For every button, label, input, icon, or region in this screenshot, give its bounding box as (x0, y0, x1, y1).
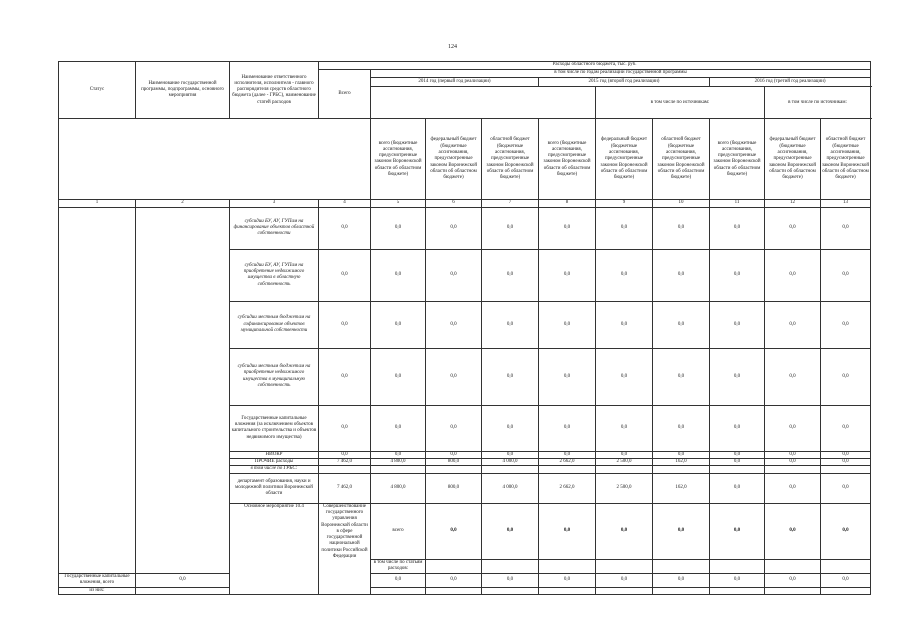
value-cell: 0,0 (426, 451, 482, 458)
value-cell: 0,0 (596, 573, 653, 587)
value-cell: 0,0 (426, 249, 482, 301)
value-cell: 0,0 (371, 405, 426, 451)
col-number: 12 (765, 200, 821, 207)
value-cell: 0,0 (371, 207, 426, 249)
value-cell: 0,0 (653, 301, 710, 348)
fed-2014-header: федеральный бюджет (бюджетные ассигнования, предусмотренные законом Воронежской области об областном бюджете) (426, 119, 482, 200)
value-cell: 2 662,0 (539, 459, 596, 466)
value-cell: 0,0 (765, 573, 821, 587)
main-event-status: Основное мероприятие 10.4 (230, 503, 319, 594)
value-cell: 0,0 (482, 348, 539, 405)
value-cell: 0,0 (371, 451, 426, 458)
value-cell: 2 500,0 (596, 473, 653, 503)
value-cell: 0,0 (426, 405, 482, 451)
value-cell: 0,0 (482, 451, 539, 458)
value-cell: 2 500,0 (596, 459, 653, 466)
value-cell: 0,0 (539, 301, 596, 348)
sources-2015-header: в том числе по источникам: (765, 87, 871, 119)
value-cell: 0,0 (821, 451, 871, 458)
value-cell: 0,0 (539, 451, 596, 458)
main-event-total-label: всего (371, 503, 426, 559)
fed-2016-header: федеральный бюджет (бюджетные ассигнования, предусмотренные законом Воронежской области об областном бюджете) (765, 119, 821, 200)
value-cell: 0,0 (596, 503, 653, 559)
value-cell: 0,0 (653, 348, 710, 405)
value-cell: 0,0 (653, 405, 710, 451)
program-name-header: Наименование государственной программы, подпрограммы, основного мероприятия (136, 62, 230, 119)
col-number: 2 (136, 200, 230, 207)
row-label: НИОКР (230, 451, 319, 458)
value-cell: 800,0 (426, 473, 482, 503)
value-cell: 0,0 (596, 207, 653, 249)
value-cell: 0,0 (319, 451, 371, 458)
value-cell: 0,0 (426, 301, 482, 348)
value-cell: 0,0 (482, 207, 539, 249)
value-cell: 4 800,0 (371, 459, 426, 466)
value-cell: 0,0 (482, 301, 539, 348)
col-number: 9 (596, 200, 653, 207)
value-cell: 0,0 (765, 301, 821, 348)
value-cell: 0,0 (426, 503, 482, 559)
value-cell: 0,0 (765, 503, 821, 559)
value-cell: 0,0 (765, 249, 821, 301)
value-cell: 0,0 (710, 573, 765, 587)
value-cell: 0,0 (539, 207, 596, 249)
value-cell: 4 800,0 (371, 473, 426, 503)
value-cell: 0,0 (371, 249, 426, 301)
value-cell: 0,0 (765, 451, 821, 458)
value-cell: 0,0 (596, 405, 653, 451)
grbs-subheader: в том числе по ГРБС: (230, 466, 319, 473)
value-cell: 0,0 (539, 405, 596, 451)
value-cell: 0,0 (539, 348, 596, 405)
value-cell: 0,0 (653, 503, 710, 559)
dept-row-label: департамент образования, науки и молодежной политики Воронежской области (230, 473, 319, 503)
value-cell: 800,0 (426, 459, 482, 466)
value-cell: 0,0 (371, 348, 426, 405)
value-cell: 0,0 (319, 207, 371, 249)
col-number: 7 (482, 200, 539, 207)
row-label: субсидии местным бюджетам на софинансирование объектов муниципальной собственности (230, 301, 319, 348)
main-event-name: Совершенствование государственного управления Воронежской области в сфере государственной национальной политики Российской Федерации (319, 503, 371, 594)
value-cell: 0,0 (596, 348, 653, 405)
value-cell: 0,0 (319, 301, 371, 348)
col-number: 10 (653, 200, 710, 207)
value-cell: 0,0 (821, 405, 871, 451)
value-cell: 0,0 (710, 451, 765, 458)
value-cell: 0,0 (821, 249, 871, 301)
value-cell: 0,0 (710, 207, 765, 249)
value-cell: 0,0 (426, 348, 482, 405)
value-cell: 0,0 (710, 503, 765, 559)
col-number: 13 (821, 200, 871, 207)
col-number: 11 (710, 200, 765, 207)
value-cell: 0,0 (596, 301, 653, 348)
row-label: Государственные капитальные вложения (за исключением объектов капитального строительства и объектов недвижимого имущества) (230, 405, 319, 451)
total-header: Всего (319, 70, 371, 119)
value-cell: 0,0 (653, 573, 710, 587)
value-cell: 0,0 (539, 503, 596, 559)
by-years-header: в том числе по годам реализации государственной программы (371, 70, 871, 78)
value-cell: 0,0 (710, 473, 765, 503)
budget-table (58, 61, 871, 595)
col-number: 6 (426, 200, 482, 207)
sources-2014-header: в том числе по источникам: (596, 87, 765, 119)
value-cell: 0,0 (653, 451, 710, 458)
value-cell: 0,0 (319, 405, 371, 451)
value-cell: 0,0 (710, 405, 765, 451)
value-cell: 0,0 (319, 348, 371, 405)
value-cell: 0,0 (426, 207, 482, 249)
value-cell: 4 000,0 (482, 459, 539, 466)
value-cell: 0,0 (482, 405, 539, 451)
year-2015-header: 2015 год (второй год реализации) (539, 78, 710, 87)
value-cell: 0,0 (821, 459, 871, 466)
value-cell: 0,0 (653, 249, 710, 301)
value-cell: 0,0 (371, 573, 426, 587)
articles-subheader: в том числе по статьям расходов: (371, 559, 426, 573)
col-number: 5 (371, 200, 426, 207)
expenses-title-header: Расходы областного бюджета, тыс. руб. (319, 62, 871, 70)
value-cell: 0,0 (821, 573, 871, 587)
col-number: 3 (230, 200, 319, 207)
value-cell: 7 462,0 (319, 459, 371, 466)
value-cell: 0,0 (319, 249, 371, 301)
row-label: субсидии местным бюджетам на приобретение недвижимого имущества в муниципальную собственность (230, 348, 319, 405)
reg-2014-header: областной бюджет (бюджетные ассигнования, предусмотренные законом Воронежской области об областном бюджете) (482, 119, 539, 200)
row-label: субсидии БУ, АУ, ГУПам на финансирование объектов областной собственности (230, 207, 319, 249)
all-2015-header: всего (бюджетные ассигнования, предусмотренные законом Воронежской области об областном бюджете) (539, 119, 596, 200)
fed-2015-header: федеральный бюджет (бюджетные ассигнования, предусмотренные законом Воронежской области об областном бюджете) (596, 119, 653, 200)
row-label: субсидии БУ, АУ, ГУПам на приобретение недвижимого имущества в областную собственность (230, 249, 319, 301)
value-cell: 0,0 (710, 301, 765, 348)
value-cell: 0,0 (821, 207, 871, 249)
col-number: 8 (539, 200, 596, 207)
year-2016-header: 2016 год (третий год реализации) (710, 78, 871, 87)
value-cell: 0,0 (765, 348, 821, 405)
value-cell: 2 662,0 (539, 473, 596, 503)
value-cell: 0,0 (482, 503, 539, 559)
value-cell: 0,0 (136, 573, 230, 587)
reg-2015-header: областной бюджет (бюджетные ассигнования, предусмотренные законом Воронежской области об областном бюджете) (653, 119, 710, 200)
value-cell: 0,0 (653, 207, 710, 249)
value-cell: 0,0 (371, 301, 426, 348)
all-2014-header: всего (бюджетные ассигнования, предусмотренные законом Воронежской области об областном бюджете) (371, 119, 426, 200)
value-cell: 162,0 (653, 473, 710, 503)
value-cell: 0,0 (482, 249, 539, 301)
value-cell: 0,0 (710, 249, 765, 301)
value-cell: 0,0 (596, 249, 653, 301)
of-which-label: из них: (59, 587, 136, 594)
value-cell: 0,0 (482, 573, 539, 587)
page-number: 124 (448, 44, 457, 50)
year-2014-header: 2014 год (первый год реализации) (371, 78, 539, 87)
value-cell: 0,0 (710, 348, 765, 405)
value-cell: 0,0 (821, 348, 871, 405)
status-header: Статус (59, 62, 136, 119)
value-cell: 0,0 (539, 249, 596, 301)
value-cell: 0,0 (821, 503, 871, 559)
capital-row-label: Государственные капитальные вложения, всего (59, 573, 136, 587)
value-cell: 0,0 (426, 573, 482, 587)
value-cell: 0,0 (539, 573, 596, 587)
value-cell: 162,0 (653, 459, 710, 466)
value-cell: 0,0 (596, 451, 653, 458)
reg-2016-header: областной бюджет (бюджетные ассигнования, предусмотренные законом Воронежской области об областном бюджете) (821, 119, 871, 200)
value-cell: 0,0 (765, 207, 821, 249)
value-cell: 0,0 (765, 405, 821, 451)
value-cell: 0,0 (710, 459, 765, 466)
executor-header: Наименование ответственного исполнителя, исполнителя - главного распорядителя средств областного бюджета (далее - ГРБС), наименование статей расходов (230, 62, 319, 119)
col-number: 4 (319, 200, 371, 207)
value-cell: 4 000,0 (482, 473, 539, 503)
value-cell: 7 462,0 (319, 473, 371, 503)
value-cell: 0,0 (765, 459, 821, 466)
all-2016-header: всего (бюджетные ассигнования, предусмотренные законом Воронежской области об областном бюджете) (710, 119, 765, 200)
col-number: 1 (59, 200, 136, 207)
value-cell: 0,0 (765, 473, 821, 503)
value-cell: 0,0 (821, 301, 871, 348)
value-cell: 0,0 (821, 473, 871, 503)
row-label: ПРОЧИЕ расходы (230, 459, 319, 466)
